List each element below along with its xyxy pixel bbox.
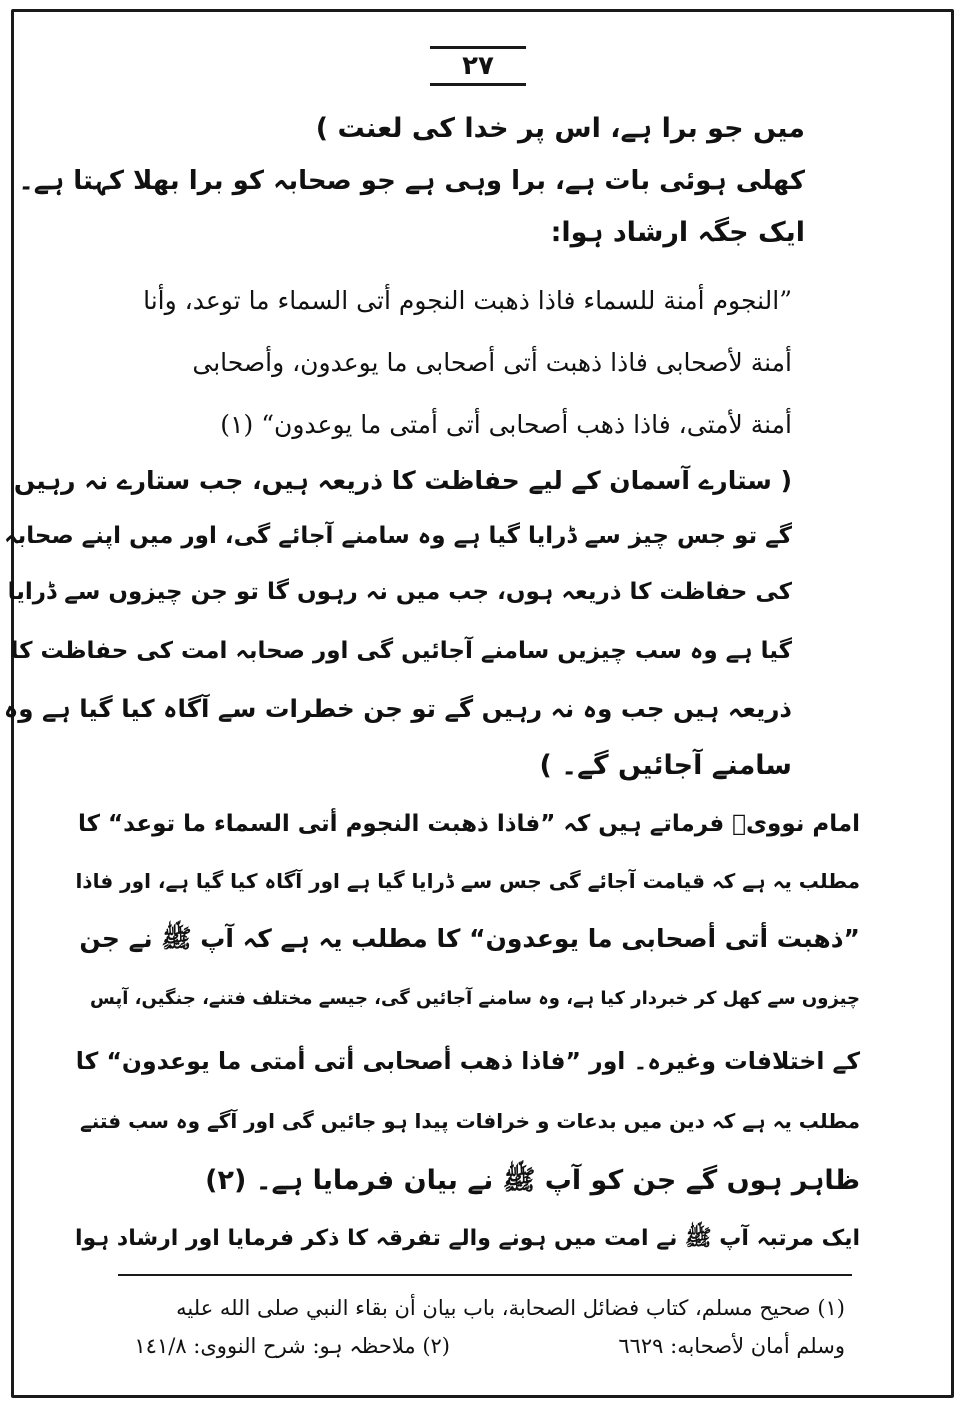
translation-line: ( ستارے آسمان کے لیے حفاظت کا ذریعہ ہیں، جب ستارے نہ رہیں <box>13 466 792 495</box>
page-number: ۲۷ <box>462 51 494 81</box>
footnote-separator <box>118 1274 852 1276</box>
paragraph-line: مطلب یہ ہے کہ قیامت آجائے گی جس سے ڈرایا گیا ہے اور آگاہ کیا گیا ہے، اور فاذا <box>75 869 860 893</box>
arabic-hadith-line: أمنة لأمتى، فاذا ذهب أصحابى أتى أمتى ما يوعدون“ (١) <box>220 410 792 439</box>
heading-line: ایک جگہ ارشاد ہوا: <box>550 217 805 248</box>
footnote-2: (۲) ملاحظہ ہو: شرح النووی: ١٤١/٨ <box>134 1334 450 1358</box>
arabic-hadith-line: ”النجوم أمنة للسماء فاذا ذهبت النجوم أتى السماء ما توعد، وأنا <box>143 286 792 315</box>
text-line: میں جو برا ہے، اس پر خدا کی لعنت ) <box>315 113 805 144</box>
translation-line: کی حفاظت کا ذریعہ ہوں، جب میں نہ رہوں گا تو جن چیزوں سے ڈرایا <box>7 579 792 605</box>
paragraph-line: ”ذهبت أتى أصحابى ما يوعدون“ کا مطلب یہ ہے کہ آپ ﷺ نے جن <box>79 924 860 953</box>
paragraph-line: کے اختلافات وغیرہ۔ اور ”فاذا ذهب أصحابى أتى أمتى ما يوعدون“ کا <box>75 1047 860 1075</box>
text-line: کھلی ہوئی بات ہے، برا وہی ہے جو صحابہ کو برا بھلا کہتا ہے۔ <box>18 166 805 196</box>
paragraph-line: مطلب یہ ہے کہ دین میں بدعات و خرافات پیدا ہو جائیں گی اور آگے وہ سب فتنے <box>79 1109 860 1133</box>
paragraph-line: ظاہر ہوں گے جن کو آپ ﷺ نے بیان فرمایا ہے۔ (۲) <box>205 1165 860 1196</box>
translation-line: سامنے آجائیں گے۔ ) <box>539 750 792 781</box>
arabic-hadith-line: أمنة لأصحابى فاذا ذهبت أتى أصحابى ما يوعدون، وأصحابى <box>192 348 792 377</box>
translation-line: گیا ہے وہ سب چیزیں سامنے آجائیں گی اور صحابہ امت کی حفاظت کا <box>10 638 792 664</box>
paragraph-line: امام نوویؒ فرماتے ہیں کہ ”فاذا ذهبت النجوم أتى السماء ما توعد“ کا <box>77 811 860 837</box>
translation-line: ذریعہ ہیں جب وہ نہ رہیں گے تو جن خطرات سے آگاہ کیا گیا ہے وہ <box>3 694 792 723</box>
footnote-1-line-1: (١) صحيح مسلم، كتاب فضائل الصحابة، باب بيان أن بقاء النبي صلى الله عليه <box>176 1296 845 1320</box>
paragraph-line: چیزوں سے کھل کر خبردار کیا ہے، وہ سامنے آجائیں گی، جیسے مختلف فتنے، جنگیں، آپس <box>90 988 860 1009</box>
translation-line: گے تو جس چیز سے ڈرایا گیا ہے وہ سامنے آجائے گی، اور میں اپنے صحابہ <box>4 523 792 549</box>
footnote-1-line-2: وسلم أمان لأصحابه: ٦٦٢٩ <box>618 1334 845 1358</box>
paragraph-line: ایک مرتبہ آپ ﷺ نے امت میں ہونے والے تفرقہ کا ذکر فرمایا اور ارشاد ہوا <box>75 1226 860 1251</box>
main-text <box>3 0 900 1413</box>
